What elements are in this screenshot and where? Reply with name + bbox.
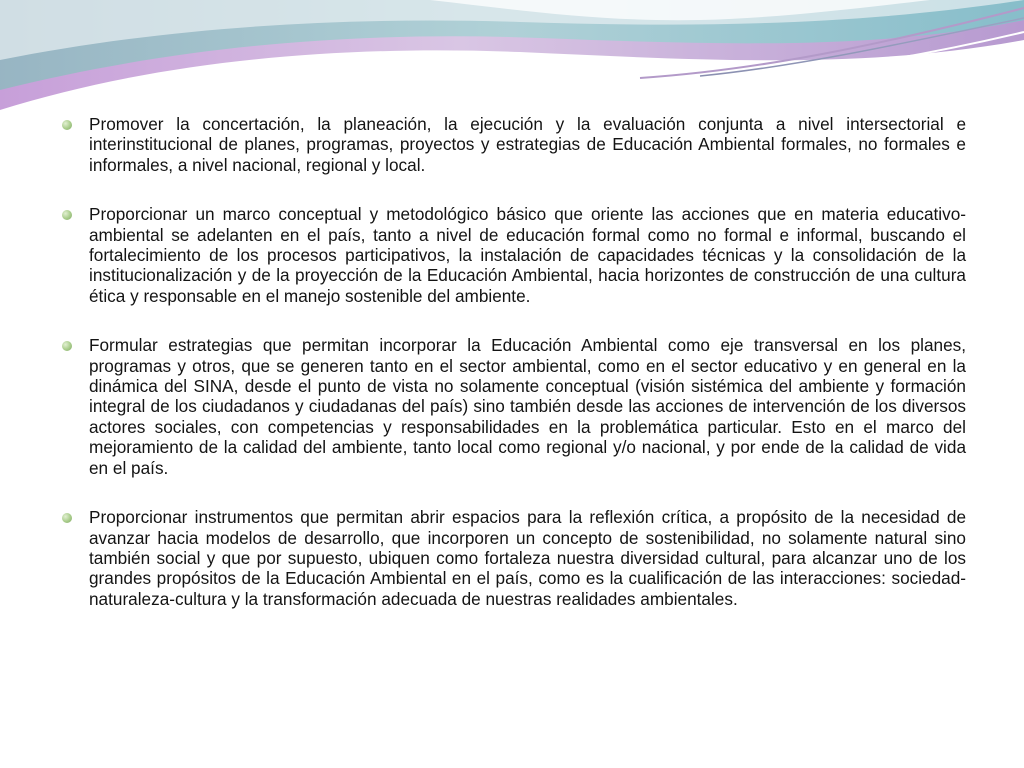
header-wave-decoration: [0, 0, 1024, 130]
bullet-list: [62, 114, 966, 638]
bullet-text: Formular estrategias que permitan incorporar la Educación Ambiental como eje transversal en los planes, programas y otros, que se generen tanto en el sector ambiental, como en el sector educativo y en general en la dinámica del SINA, desde el punto de vista no solamente conceptual (visión sistémica del ambiente y formación integral de los ciudadanos y ciudadanas del país) sino también desde las acciones de intervención de los diversos actores sociales, con competencias y responsabilidades en la problemática particular. Esto en el marco del mejoramiento de la calidad del ambiente, tanto local como regional y/o nacional, y por ende de la calidad de vida en el país.: [89, 335, 966, 478]
bullet-text: Proporcionar instrumentos que permitan abrir espacios para la reflexión crítica, a propósito de la necesidad de avanzar hacia modelos de desarrollo, que incorporen un concepto de sostenibilidad, no solamente natural sino también social y que por supuesto, ubiquen como fortaleza nuestra diversidad cultural, para alcanzar uno de los grandes propósitos de la Educación Ambiental en el país, como es la cualificación de las interacciones: sociedad-naturaleza-cultura y la transformación adecuada de nuestras realidades ambientales.: [89, 507, 966, 609]
bullet-dot-icon: [62, 210, 72, 220]
bullet-dot-icon: [62, 341, 72, 351]
bullet-item: [62, 204, 966, 306]
bullet-text: Proporcionar un marco conceptual y metodológico básico que oriente las acciones que en materia educativo-ambiental se adelanten en el país, tanto a nivel de educación formal como no formal e informal, buscando el fortalecimiento de los procesos participativos, la instalación de capacidades técnicas y la consolidación de la institucionalización y de la proyección de la Educación Ambiental, hacia horizontes de construcción de una cultura ética y responsable en el manejo sostenible del ambiente.: [89, 204, 966, 306]
bullet-text: Promover la concertación, la planeación, la ejecución y la evaluación conjunta a nivel intersectorial e interinstitucional de planes, programas, proyectos y estrategias de Educación Ambiental formales, no formales e informales, a nivel nacional, regional y local.: [89, 114, 966, 175]
bullet-item: [62, 335, 966, 478]
bullet-item: [62, 507, 966, 609]
bullet-dot-icon: [62, 120, 72, 130]
bullet-item: [62, 114, 966, 175]
bullet-dot-icon: [62, 513, 72, 523]
